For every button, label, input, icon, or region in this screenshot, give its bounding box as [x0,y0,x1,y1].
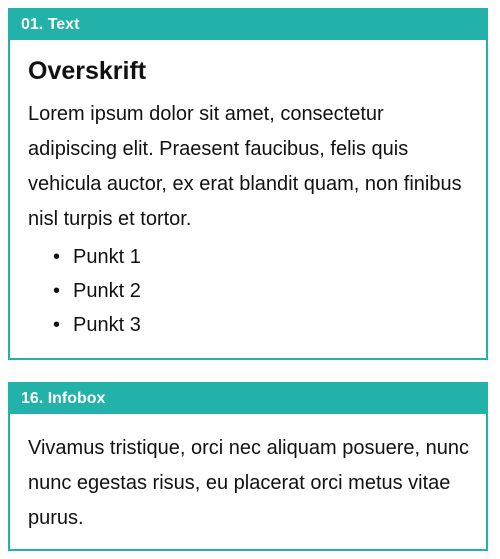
bullet-icon: • [53,280,61,302]
list-item [28,240,141,274]
list-item [28,274,141,308]
bullet-list [28,240,141,342]
list-item-label: Punkt 1 [73,246,141,268]
text-panel-header: 01. Text [10,10,486,40]
infobox-panel [8,382,488,551]
text-panel [8,8,488,360]
bullet-icon: • [53,314,61,336]
list-item-label: Punkt 3 [73,314,141,336]
body-paragraph: Lorem ipsum dolor sit amet, consectetur adipiscing elit. Praesent faucibus, felis quis vehicula auctor, ex erat blandit quam, non finibus nisl turpis et tortor. [28,103,462,230]
list-item [28,308,141,342]
infobox-panel-header: 16. Infobox [10,384,486,414]
bullet-icon: • [53,246,61,268]
list-item-label: Punkt 2 [73,280,141,302]
panel-heading: Overskrift [28,57,147,85]
infobox-paragraph: Vivamus tristique, orci nec aliquam posuere, nunc nunc egestas risus, eu placerat orci metus vitae purus. [28,437,469,529]
